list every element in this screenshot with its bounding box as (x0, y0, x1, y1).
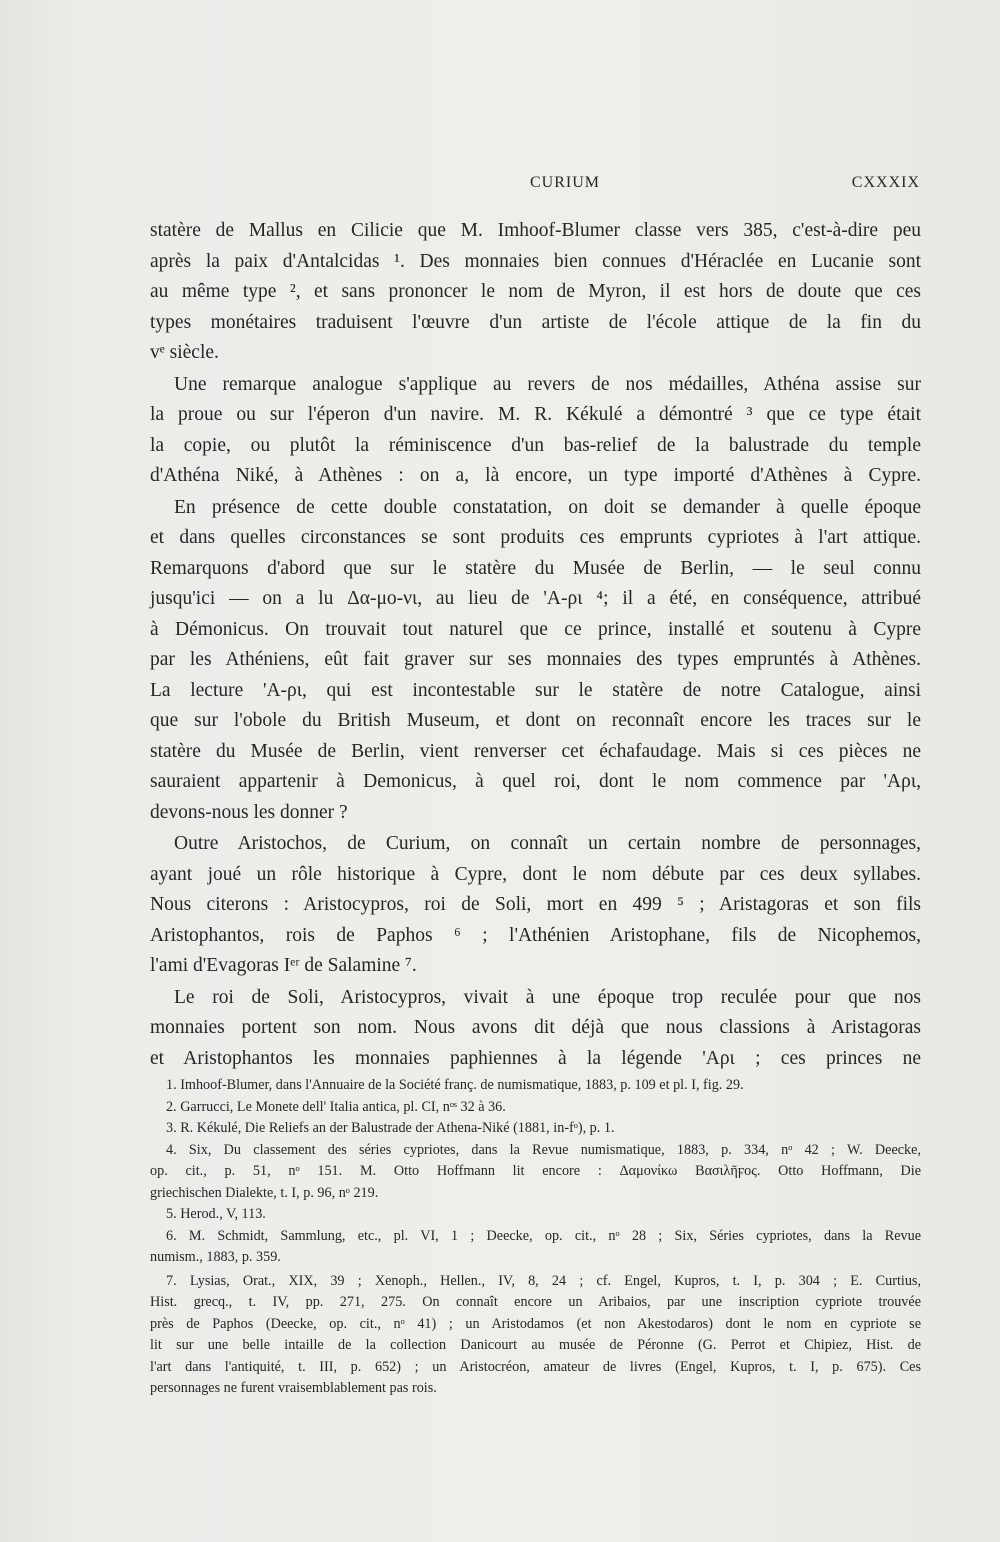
body-line: Remarquons d'abord que sur le statère du Musée de Berlin, — le seul connu (150, 557, 921, 579)
body-line: devons-nous les donner ? (150, 801, 348, 823)
footnote-7-continued: près de Paphos (Deecke, op. cit., nᵒ 41) ; un Aristodamos (et non Akestodaros) dont le nom en cypriote se (150, 1315, 921, 1332)
footnote-7-continued: Hist. grecq., t. IV, pp. 271, 275. On connaît encore un Aribaios, par une inscription cypriote trouvée (150, 1294, 921, 1310)
body-line: vᵉ siècle. (150, 342, 219, 363)
footnote-7-continued: lit sur une belle intaille de la collection Danicourt au musée de Péronne (G. Perrot et Chipiez, Hist. de (150, 1337, 921, 1353)
body-line: Outre Aristochos, de Curium, on connaît un certain nombre de personnages, (174, 833, 921, 854)
running-header (150, 174, 920, 198)
footnotes (150, 1075, 921, 1400)
body-line: ayant joué un rôle historique à Cypre, dont le nom débute par ces deux syllabes. (150, 863, 921, 885)
body-line: par les Athéniens, eût fait graver sur ses monnaies des types empruntés à Athènes. (150, 649, 921, 670)
footnote-6: 6. M. Schmidt, Sammlung, etc., pl. VI, 1 ; Deecke, op. cit., nᵒ 28 ; Six, Séries cypriotes, dans la Revue (166, 1227, 921, 1244)
body-line: sauraient appartenir à Demonicus, à quel roi, dont le nom commence par 'Αρι, (150, 771, 921, 792)
body-line: et dans quelles circonstances se sont produits ces emprunts cypriotes à l'art attique. (150, 527, 921, 548)
footnote-7-continued: personnages ne furent vraisemblablement pas rois. (150, 1380, 437, 1396)
body-line: Nous citerons : Aristocypros, roi de Soli, mort en 499 ⁵ ; Aristagoras et son fils (150, 894, 921, 915)
body-line: au même type ², et sans prononcer le nom de Myron, il est hors de doute que ces (150, 281, 921, 302)
footnote-1: 1. Imhoof-Blumer, dans l'Annuaire de la Société franç. de numismatique, 1883, p. 109 et pl. I, fig. 29. (166, 1077, 744, 1093)
running-title: CURIUM (530, 174, 601, 191)
body-line: à Démonicus. On trouvait tout naturel que ce prince, installé et soutenu à Cypre (150, 618, 921, 640)
footnote-6-continued: numism., 1883, p. 359. (150, 1249, 281, 1265)
body-line: jusqu'ici — on a lu Δα-μο-νι, au lieu de 'Α-ρι ⁴; il a été, en conséquence, attribué (150, 588, 921, 609)
footnote-4-continued: op. cit., p. 51, nᵒ 151. M. Otto Hoffmann lit encore : Δαμονίκω Βασιλῆϝος. Otto Hoffmann, Die (150, 1163, 921, 1179)
body-line: La lecture 'Α-ρι, qui est incontestable sur le statère de notre Catalogue, ainsi (150, 679, 921, 701)
body-line: Aristophantos, rois de Paphos ⁶ ; l'Athénien Aristophane, fils de Nicophemos, (150, 924, 921, 946)
body-line: l'ami d'Evagoras Iᵉʳ de Salamine ⁷. (150, 955, 417, 976)
footnote-5: 5. Herod., V, 113. (166, 1206, 266, 1222)
footnote-7-continued: l'art dans l'antiquité, t. III, p. 652) ; un Aristocréon, amateur de livres (Engel, Kupros, t. I, p. 675). Ces (150, 1358, 921, 1375)
body-line: statère de Mallus en Cilicie que M. Imhoof-Blumer classe vers 385, c'est-à-dire peu (150, 220, 921, 241)
page-number: CXXXIX (851, 174, 920, 191)
body-line: statère du Musée de Berlin, vient renverser cet échafaudage. Mais si ces pièces ne (150, 740, 921, 762)
body-line: que sur l'obole du British Museum, et dont on reconnaît encore les traces sur le (150, 710, 921, 731)
footnote-2: 2. Garrucci, Le Monete dell' Italia antica, pl. CI, nᵒˢ 32 à 36. (166, 1098, 506, 1115)
body-text (150, 216, 921, 1074)
footnote-4: 4. Six, Du classement des séries cypriotes, dans la Revue numismatique, 1883, p. 334, nᵒ 42 ; W. Deecke, (166, 1141, 921, 1158)
footnote-7: 7. Lysias, Orat., XIX, 39 ; Xenoph., Hellen., IV, 8, 24 ; cf. Engel, Kupros, t. I, p. 304 ; E. Curtius, (166, 1272, 921, 1289)
body-line: Le roi de Soli, Aristocypros, vivait à une époque trop reculée pour que nos (174, 986, 921, 1008)
body-line: En présence de cette double constatation, on doit se demander à quelle époque (174, 496, 921, 518)
body-line: et Aristophantos les monnaies paphiennes à la légende 'Αρι ; ces princes ne (150, 1047, 921, 1069)
body-line: d'Athéna Niké, à Athènes : on a, là encore, un type importé d'Athènes à Cypre. (150, 465, 921, 486)
footnote-3: 3. R. Kékulé, Die Reliefs an der Balustrade der Athena-Niké (1881, in-fᵒ), p. 1. (166, 1120, 615, 1136)
body-line: la proue ou sur l'éperon d'un navire. M. R. Kékulé a démontré ³ que ce type était (150, 404, 921, 425)
body-line: monnaies portent son nom. Nous avons dit déjà que nous classions à Aristagoras (150, 1017, 921, 1038)
body-line: types monétaires traduisent l'œuvre d'un artiste de l'école attique de la fin du (150, 311, 921, 333)
body-line: Une remarque analogue s'applique au revers de nos médailles, Athéna assise sur (174, 373, 921, 395)
body-line: après la paix d'Antalcidas ¹. Des monnaies bien connues d'Héraclée en Lucanie sont (150, 250, 921, 272)
body-line: la copie, ou plutôt la réminiscence d'un bas-relief de la balustrade du temple (150, 434, 921, 456)
footnote-4-continued: griechischen Dialekte, t. I, p. 96, nᵒ 219. (150, 1184, 379, 1201)
